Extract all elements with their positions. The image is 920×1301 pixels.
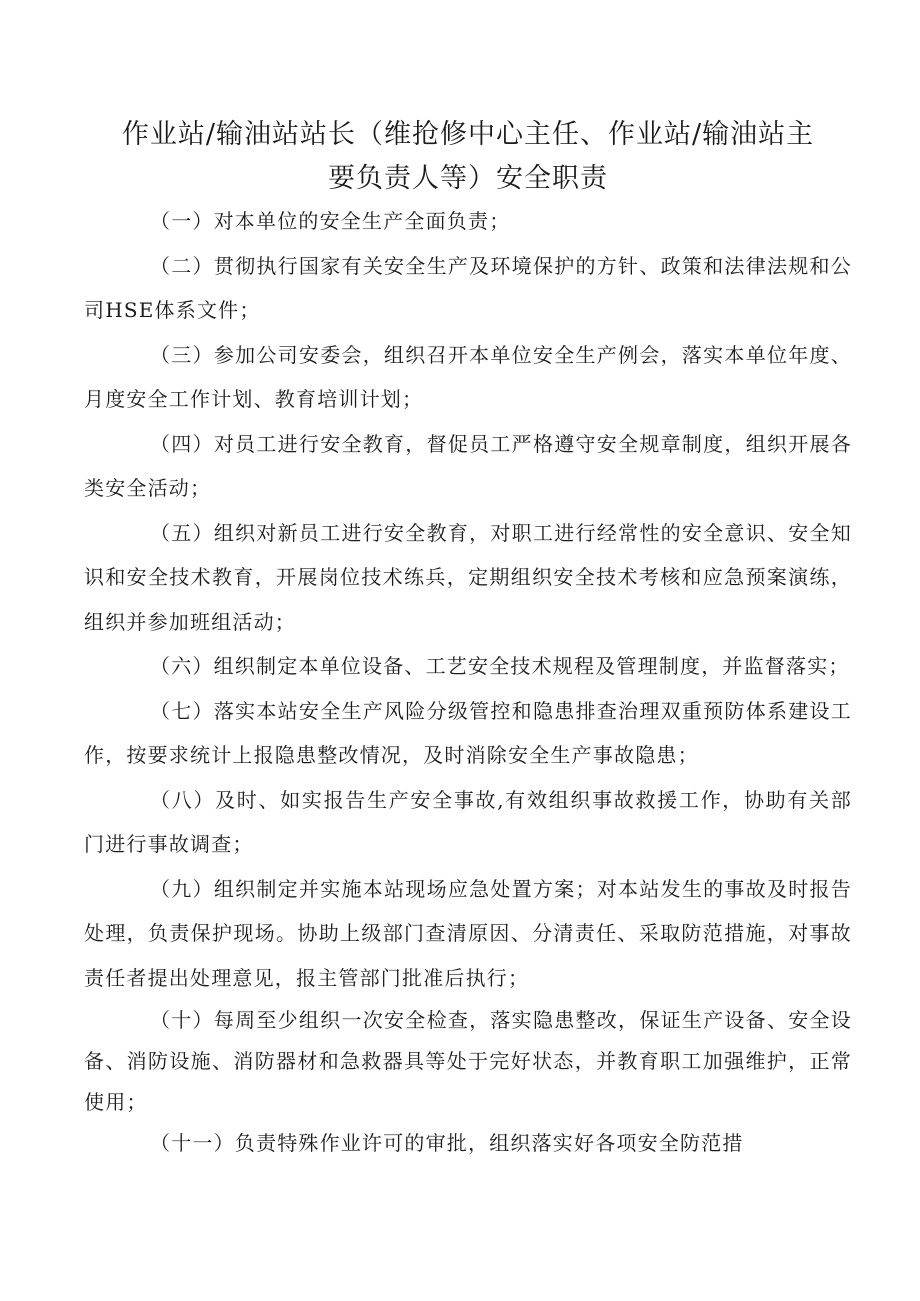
duty-item-8: （八）及时、如实报告生产安全事故,有效组织事故救援工作，协助有关部门进行事故调查；	[84, 787, 852, 856]
document-title	[84, 113, 852, 201]
title-line-2: 要负责人等）安全职责	[328, 163, 608, 194]
duty-item-4: （四）对员工进行安全教育，督促员工严格遵守安全规章制度，组织开展各类安全活动；	[84, 431, 852, 500]
duty-item-2: （二）贯彻执行国家有关安全生产及环境保护的方针、政策和法律法规和公司HSE体系文件；	[84, 253, 852, 322]
duty-item-6: （六）组织制定本单位设备、工艺安全技术规程及管理制度，并监督落实；	[150, 654, 850, 678]
duty-list	[84, 199, 852, 1164]
title-line-1: 作业站/输油站站长（维抢修中心主任、作业站/输油站主	[121, 119, 815, 150]
duty-item-5: （五）组织对新员工进行安全教育，对职工进行经常性的安全意识、安全知识和安全技术教育，开展岗位技术练兵，定期组织安全技术考核和应急预案演练，组织并参加班组活动；	[84, 520, 852, 634]
duty-item-11: （十一）负责特殊作业许可的审批，组织落实好各项安全防范措	[150, 1131, 744, 1155]
duty-item-9: （九）组织制定并实施本站现场应急处置方案；对本站发生的事故及时报告处理，负责保护现场。协助上级部门查清原因、分清责任、采取防范措施，对事故责任者提出处理意见，报主管部门批准后执行；	[84, 876, 852, 990]
duty-item-1: （一）对本单位的安全生产全面负责；	[150, 209, 511, 233]
duty-item-7: （七）落实本站安全生产风险分级管控和隐患排查治理双重预防体系建设工作，按要求统计上报隐患整改情况，及时消除安全生产事故隐患；	[84, 698, 852, 767]
duty-item-10: （十）每周至少组织一次安全检查，落实隐患整改，保证生产设备、安全设备、消防设施、消防器材和急救器具等处于完好状态，并教育职工加强维护，正常使用；	[84, 1008, 852, 1114]
duty-item-3: （三）参加公司安委会，组织召开本单位安全生产例会，落实本单位年度、月度安全工作计划、教育培训计划；	[84, 342, 852, 411]
